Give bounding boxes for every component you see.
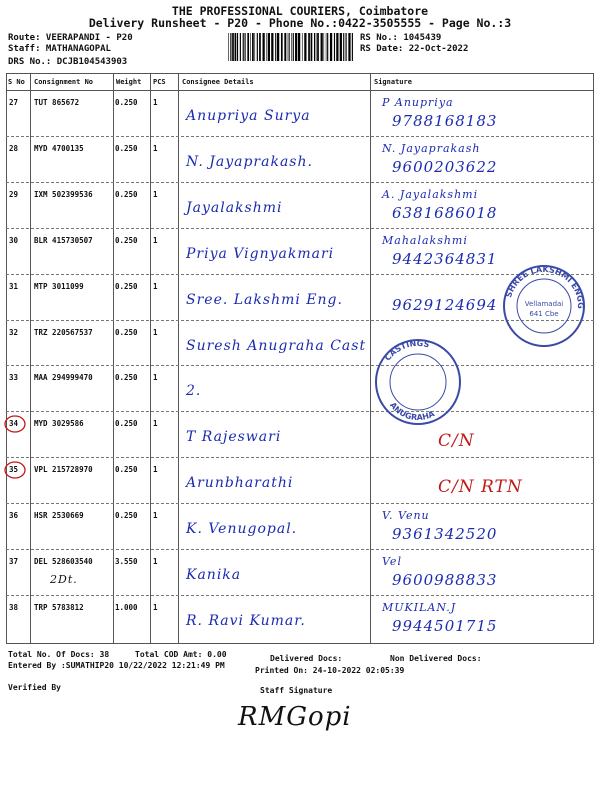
row-weight: 0.250 (115, 98, 138, 107)
col-header-sno: S No (8, 78, 25, 86)
row-pcs: 1 (153, 189, 158, 199)
non-delivered-docs: Non Delivered Docs: (390, 654, 482, 663)
row-sno: 36 (9, 511, 19, 521)
entered-by: Entered By :SUMATHIP20 10/22/2022 12:21:49 PM (8, 661, 225, 670)
svg-text:CASTINGS (383, 339, 430, 363)
row-sno: 29 (9, 189, 19, 199)
staff-signature: RMGopi (238, 702, 352, 732)
drs-label: DRS No.: DCJB104543903 (8, 57, 128, 67)
col-divider (113, 73, 114, 643)
row-phone: 9944501715 (392, 616, 498, 635)
row-weight: 1.000 (115, 602, 138, 612)
row-sno: 38 (9, 602, 19, 612)
row-weight: 0.250 (115, 465, 138, 475)
row-pcs: 1 (153, 281, 158, 291)
row-separator (6, 365, 594, 366)
col-divider (178, 73, 179, 643)
row-weight: 0.250 (115, 189, 138, 199)
row-weight: 0.250 (115, 373, 138, 383)
verified-by: Verified By (8, 683, 61, 692)
staff-signature-label: Staff Signature (260, 686, 333, 695)
row-phone: 9629124694 (392, 295, 498, 314)
row-signature: Vel (382, 555, 402, 568)
row-pcs: 1 (153, 602, 158, 612)
row-weight: 0.250 (115, 419, 138, 429)
row-sno: 30 (9, 235, 19, 245)
row-pcs: 1 (153, 327, 158, 337)
row-phone: 9600988833 (392, 571, 498, 589)
barcode (228, 33, 353, 61)
stamp2-top-text: CASTINGS (383, 338, 431, 363)
row-signature: A. Jayalakshmi (382, 187, 479, 201)
row-consignee: R. Ravi Kumar. (186, 612, 306, 629)
row-pcs: 1 (153, 98, 158, 107)
row-sno: 33 (9, 373, 19, 383)
row-consignment-no: TRP 5783812 (34, 602, 84, 612)
row-consignee: Jayalakshmi (186, 199, 283, 216)
row-sno: 27 (9, 98, 19, 107)
row-separator (6, 457, 594, 458)
row-weight: 0.250 (115, 235, 138, 245)
row-consignment-no: MYD 3029586 (34, 419, 84, 429)
row-pcs: 1 (153, 465, 158, 475)
row-consignment-no: MTP 3011099 (34, 281, 84, 291)
row-consignee: Sree. Lakshmi Eng. (186, 291, 343, 308)
row-weight: 0.250 (115, 143, 138, 153)
row-phone: 6381686018 (392, 203, 498, 222)
row-separator (6, 595, 594, 596)
rs-date: RS Date: 22-Oct-2022 (360, 44, 469, 54)
table-header-border (6, 90, 594, 91)
row-pcs: 1 (153, 143, 158, 153)
row-separator (6, 549, 594, 550)
col-header-consignment: Consignment No (34, 78, 94, 86)
row-phone: 9600203622 (392, 157, 498, 176)
total-docs: Total No. Of Docs: 38 (8, 650, 110, 659)
col-header-pcs: PCS (153, 78, 166, 86)
row-pcs: 1 (153, 419, 158, 429)
table-left-border (6, 73, 7, 643)
col-header-signature: Signature (374, 78, 412, 86)
table-bottom-border (6, 643, 594, 644)
printed-on: Printed On: 24-10-2022 02:05:39 (255, 666, 405, 675)
route-label: Route: VEERAPANDI - P20 (8, 33, 133, 43)
anugraha-castings-stamp (372, 336, 464, 428)
table-right-border (593, 73, 594, 643)
row-sno: 35 (9, 465, 19, 475)
row-consignment-no: MYD 4700135 (34, 143, 84, 153)
row-consignee: Arunbharathi (186, 475, 294, 492)
row-signature: C/N (438, 431, 475, 452)
row-sno: 28 (9, 143, 19, 153)
row-consignee: T Rajeswari (186, 429, 282, 446)
row-weight: 3.550 (115, 557, 138, 566)
row-pcs: 1 (153, 235, 158, 245)
row-separator (6, 503, 594, 504)
row-pcs: 1 (153, 511, 158, 521)
row-sno: 34 (9, 419, 19, 429)
row-consignment-no: HSR 2530669 (34, 511, 84, 521)
row-pcs: 1 (153, 557, 158, 566)
row-consignment-no: TRZ 220567537 (34, 327, 93, 337)
document-subtitle: Delivery Runsheet - P20 - Phone No.:0422-3505555 - Page No.:3 (88, 16, 512, 30)
row-consignee: Kanika (186, 567, 242, 583)
row-signature: P Anupriya (382, 96, 454, 109)
row-consignment-no: IXM 502399536 (34, 189, 93, 199)
row-separator (6, 411, 594, 412)
row-consignment-no: TUT 865672 (34, 98, 80, 107)
row-signature: MUKILAN.J (382, 600, 457, 614)
row-consignee: 2. (186, 383, 202, 400)
col-header-weight: Weight (116, 78, 142, 86)
row-weight: 0.250 (115, 511, 138, 521)
svg-text:ANUGRAHA (388, 401, 437, 423)
row-consignee: Suresh Anugraha Cast (186, 337, 367, 354)
row-weight: 0.250 (115, 327, 138, 337)
table-top-border (6, 73, 594, 74)
row-signature: N. Jayaprakash (382, 141, 481, 155)
delivered-docs: Delivered Docs: (270, 654, 343, 663)
stamp1-center-text: Vellamadai (524, 300, 564, 308)
col-divider (30, 73, 31, 643)
row-sno: 37 (9, 557, 19, 566)
document-title: THE PROFESSIONAL COURIERS, Coimbatore (171, 4, 429, 18)
row-signature: C/N RTN (438, 477, 523, 498)
row-pcs: 1 (153, 373, 158, 383)
row-signature: V. Venu (382, 509, 430, 523)
stamp1-ring-text: SHREE LAKSHMI ENGG (504, 264, 586, 309)
row-consignment-no: VPL 215728970 (34, 465, 93, 475)
red-circle-mark (3, 460, 27, 480)
row-separator (6, 136, 594, 137)
row-consignee: Priya Vignyakmari (186, 245, 335, 262)
row-sno: 32 (9, 327, 19, 337)
row-consignment-no: MAA 294999470 (34, 373, 93, 383)
row-phone: 9361342520 (392, 525, 498, 544)
col-divider (150, 73, 151, 643)
row-consignee: Anupriya Surya (186, 108, 311, 124)
row-consignment-no: DEL 528603540 (34, 557, 93, 566)
row-sno: 31 (9, 281, 19, 291)
row-separator (6, 182, 594, 183)
row-weight: 0.250 (115, 281, 138, 291)
shree-lakshmi-stamp (500, 262, 588, 350)
rs-number: RS No.: 1045439 (360, 33, 442, 43)
row-phone: 9442364831 (392, 249, 498, 268)
row-signature: Mahalakshmi (382, 233, 468, 247)
row-consignee: K. Venugopal. (186, 521, 298, 538)
row-phone: 9788168183 (392, 112, 498, 130)
row-separator (6, 228, 594, 229)
col-divider (370, 73, 371, 643)
row-consignee: N. Jayaprakash. (186, 153, 313, 170)
col-header-consignee: Consignee Details (182, 78, 254, 86)
stamp2-bottom-text: ANUGRAHA (388, 400, 437, 423)
row37-handwritten-note: 2Dt. (50, 573, 78, 586)
row-consignment-no: BLR 415730507 (34, 235, 93, 245)
staff-label: Staff: MATHANAGOPAL (8, 44, 111, 54)
total-cod: Total COD Amt: 0.00 (135, 650, 227, 659)
stamp1-sub-text: 641 Cbe (529, 310, 559, 318)
red-circle-mark (3, 414, 27, 434)
